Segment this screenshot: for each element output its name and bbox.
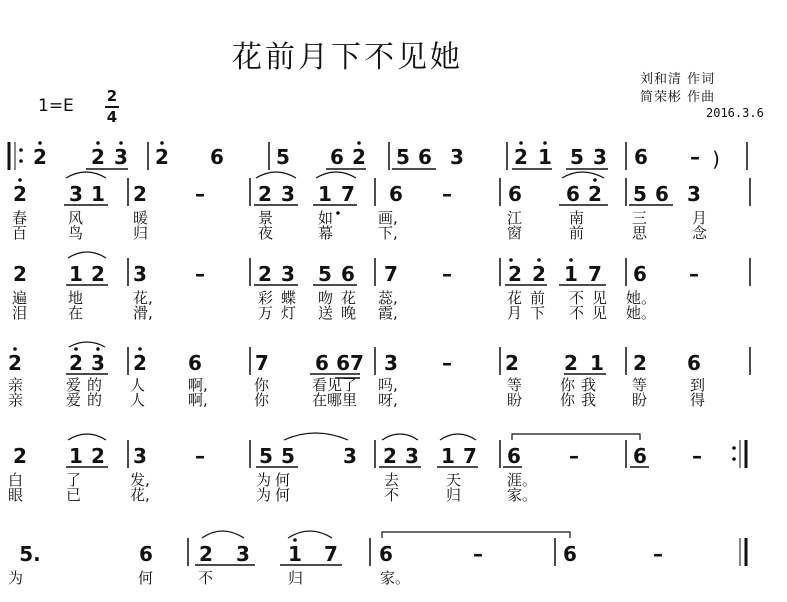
lyric: 呀,	[378, 391, 398, 409]
lyric: 幕	[318, 224, 334, 242]
note: 2	[33, 145, 47, 169]
note: –	[442, 182, 452, 206]
note: –	[692, 444, 702, 468]
lyric: 为	[8, 569, 24, 587]
note: 6	[633, 444, 647, 468]
note: 6	[210, 145, 224, 169]
note: 1	[91, 182, 105, 206]
lyric: 到	[690, 376, 706, 394]
note: 1	[69, 262, 83, 286]
lyric: 江	[507, 209, 523, 227]
note: 3	[343, 444, 357, 468]
note: 6	[188, 351, 202, 375]
lyric: 盼	[632, 391, 648, 409]
lyric: 白	[8, 471, 24, 489]
note: 2	[514, 145, 528, 169]
note: 6	[330, 145, 344, 169]
lyric: 风	[68, 209, 84, 227]
lyric: 南	[569, 209, 585, 227]
lyric: 百	[12, 224, 28, 242]
note: 2	[13, 182, 27, 206]
lyric: 归	[133, 224, 149, 242]
lyric: 花,	[133, 289, 153, 307]
composer-credit: 简荣彬 作曲	[640, 90, 716, 105]
note: –	[195, 262, 205, 286]
lyric: 涯。	[507, 471, 538, 489]
lyric: 如	[318, 209, 334, 227]
lyric: 人	[130, 376, 146, 394]
note: –	[569, 444, 579, 468]
note: 6	[566, 182, 580, 206]
lyric: 景	[258, 209, 274, 227]
note: 7	[588, 262, 602, 286]
lyric: 月	[692, 209, 708, 227]
lyric: 在哪里	[312, 391, 358, 409]
note: 3	[687, 182, 701, 206]
note: 3	[114, 145, 128, 169]
lyric: 画,	[378, 209, 398, 227]
lyric: 不见	[569, 289, 616, 307]
note: –	[653, 542, 663, 566]
lyric: 吗,	[378, 376, 398, 394]
lyric: 你	[254, 391, 270, 409]
note: 5.	[19, 542, 41, 566]
note: –	[690, 145, 700, 169]
lyric: 去	[384, 471, 400, 489]
lyric: 你	[254, 376, 270, 394]
lyric: 你我	[560, 376, 603, 394]
note: 3	[384, 351, 398, 375]
note: 5	[276, 145, 290, 169]
note: 2	[352, 145, 366, 169]
note: 2	[532, 262, 546, 286]
note: 6	[687, 351, 701, 375]
note: 7	[384, 262, 398, 286]
note: 7	[463, 444, 477, 468]
lyric: 花,	[130, 486, 150, 504]
lyric: 前	[569, 224, 585, 242]
note: 3	[236, 542, 250, 566]
lyric: 归	[288, 569, 304, 587]
lyric: 思	[632, 224, 648, 242]
lyric: 滑,	[133, 304, 153, 322]
lyric: 三	[632, 209, 648, 227]
lyric: 彩蝶	[258, 289, 305, 307]
note: 2	[133, 351, 147, 375]
note: 2	[258, 262, 272, 286]
lyric: 家。	[380, 569, 411, 587]
lyric: 鸟	[68, 224, 84, 242]
note: 3	[133, 262, 147, 286]
note: )	[712, 147, 720, 171]
lyric: 不	[198, 569, 214, 587]
lyric: 她。	[626, 289, 657, 307]
note: –	[442, 351, 452, 375]
lyric: 万灯	[258, 304, 305, 322]
note: 2	[564, 351, 578, 375]
note: 2	[199, 542, 213, 566]
note: 5	[281, 444, 295, 468]
lyric: 已	[66, 486, 82, 504]
lyric: 吻花	[318, 289, 365, 307]
lyric: 为何	[256, 471, 295, 489]
time-signature-bottom: 4	[106, 108, 118, 126]
lyric: 得	[690, 391, 706, 409]
note: 6	[634, 145, 648, 169]
note: 3	[281, 182, 295, 206]
note: 3	[593, 145, 607, 169]
note: 2	[588, 182, 602, 206]
note: 1	[538, 145, 552, 169]
note: 7	[255, 351, 269, 375]
note: 1	[564, 262, 578, 286]
note: 6	[507, 444, 521, 468]
note: 5	[318, 262, 332, 286]
song-title: 花前月下不见她	[232, 40, 463, 75]
lyric: 下,	[378, 224, 398, 242]
lyric: 了	[66, 471, 82, 489]
note: 3	[91, 351, 105, 375]
note: 6	[563, 542, 577, 566]
note: 1	[590, 351, 604, 375]
key-signature: 1=E	[38, 96, 74, 116]
lyric: 泪	[12, 304, 28, 322]
note: 1	[288, 542, 302, 566]
composition-date: 2016.3.6	[706, 106, 764, 120]
lyric: 家。	[507, 486, 538, 504]
note: 2	[505, 351, 519, 375]
note: 5	[259, 444, 273, 468]
note: 2	[383, 444, 397, 468]
note: 6	[418, 145, 432, 169]
note: 2	[633, 351, 647, 375]
note: 5	[396, 145, 410, 169]
note: 2	[258, 182, 272, 206]
note: 2	[13, 444, 27, 468]
note: 67	[336, 351, 364, 375]
note: 2	[91, 145, 105, 169]
lyric: 人	[130, 391, 146, 409]
note: 6	[633, 262, 647, 286]
time-signature-top: 2	[106, 87, 118, 105]
note: 2	[91, 444, 105, 468]
note: 1	[318, 182, 332, 206]
note: –	[195, 444, 205, 468]
note: 3	[69, 182, 83, 206]
note: 2	[155, 145, 169, 169]
lyric: 夜	[258, 224, 274, 242]
note: 1	[69, 444, 83, 468]
lyric: 天	[446, 471, 462, 489]
lyric: 啊,	[188, 376, 208, 394]
note: 2	[133, 182, 147, 206]
note: 2	[91, 262, 105, 286]
lyric: 盼	[507, 391, 523, 409]
lyric: 春	[12, 209, 28, 227]
lyric: 发,	[130, 471, 150, 489]
lyric: 等	[507, 376, 523, 394]
lyric: 亲	[8, 391, 24, 409]
lyric: 花前	[507, 289, 554, 307]
note: 3	[405, 444, 419, 468]
lyric: 啊,	[188, 391, 208, 409]
lyric: 爱的	[66, 376, 109, 394]
lyric: 为何	[256, 486, 295, 504]
note: 6	[655, 182, 669, 206]
lyric: 她。	[626, 304, 657, 322]
note: 6	[389, 182, 403, 206]
note: 6	[139, 542, 153, 566]
lyric: 你我	[560, 391, 603, 409]
lyric: 念	[692, 224, 708, 242]
note: 6	[508, 182, 522, 206]
lyric: 窗	[507, 224, 523, 242]
lyric: 不	[384, 486, 400, 504]
note: 1	[441, 444, 455, 468]
lyric: 眼	[8, 486, 24, 504]
lyric: 等	[632, 376, 648, 394]
lyric: 遍	[12, 289, 28, 307]
lyric: 看见了	[312, 376, 358, 394]
lyricist-credit: 刘和清 作词	[640, 72, 716, 87]
note: 7	[341, 182, 355, 206]
note: 5	[633, 182, 647, 206]
lyric: 暖	[133, 209, 149, 227]
lyric: 归	[446, 486, 462, 504]
note: 6	[315, 351, 329, 375]
note: 2	[8, 351, 22, 375]
lyric: 地	[68, 289, 84, 307]
lyric: 在	[68, 304, 84, 322]
lyric: 月下	[507, 304, 554, 322]
lyric: 爱的	[66, 391, 109, 409]
note: 2	[508, 262, 522, 286]
note: 3	[133, 444, 147, 468]
note: 2	[13, 262, 27, 286]
lyric: 何	[138, 569, 154, 587]
note: 6	[379, 542, 393, 566]
note: –	[195, 182, 205, 206]
note: 6	[341, 262, 355, 286]
note: –	[442, 262, 452, 286]
note: –	[689, 262, 699, 286]
note: 7	[324, 542, 338, 566]
note: 2	[69, 351, 83, 375]
lyric: 蕊,	[378, 289, 398, 307]
note: 5	[570, 145, 584, 169]
note: –	[473, 542, 483, 566]
lyric: 送晚	[318, 304, 365, 322]
note: 3	[450, 145, 464, 169]
lyric: 亲	[8, 376, 24, 394]
note: 3	[281, 262, 295, 286]
lyric: 不见	[569, 304, 616, 322]
lyric: 霞,	[378, 304, 398, 322]
